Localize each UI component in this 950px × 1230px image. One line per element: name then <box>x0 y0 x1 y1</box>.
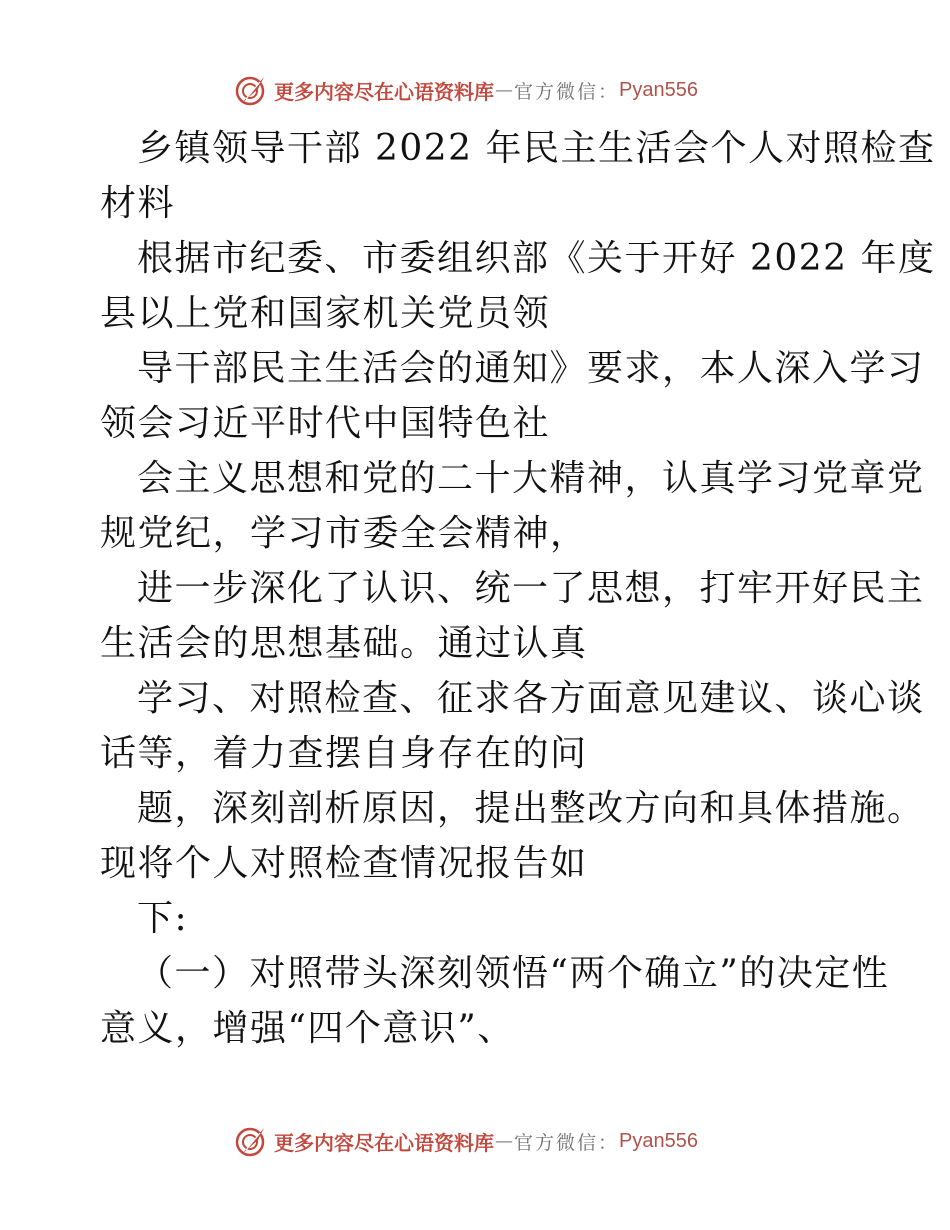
section-heading-line: （一）对照带头深刻领悟“两个确立”的决定性 <box>137 953 890 994</box>
paragraph-line: 根据市纪委、市委组织部《关于开好 2022 年度 <box>137 238 936 279</box>
paragraph-line: 话等，着力查摆自身存在的问 <box>100 733 588 774</box>
document-title-line: 材料 <box>100 183 176 224</box>
footer-watermark <box>234 1121 698 1161</box>
paragraph-line: 下: <box>137 898 189 939</box>
paragraph-line: 规党纪，学习市委全会精神， <box>100 513 588 554</box>
watermark-official-label: 官方微信： <box>514 80 620 103</box>
paragraph-line: 学习、对照检查、征求各方面意见建议、谈心谈 <box>137 678 925 719</box>
watermark-main-text: 更多内容尽在心语资料库 <box>274 79 494 104</box>
watermark-wechat-id: Pyan556 <box>619 78 698 101</box>
paragraph-line: 领会习近平时代中国特色社 <box>100 403 551 444</box>
document-body <box>100 121 936 1056</box>
watermark-dash: — <box>495 1130 513 1152</box>
quill-logo-icon <box>234 73 268 107</box>
watermark-wechat-id: Pyan556 <box>619 1129 698 1152</box>
quill-logo-icon <box>234 1124 268 1158</box>
paragraph-line: 现将个人对照检查情况报告如 <box>100 843 588 884</box>
paragraph-line: 题，深刻剖析原因，提出整改方向和具体措施。 <box>137 788 925 829</box>
paragraph-line: 生活会的思想基础。通过认真 <box>100 623 588 664</box>
watermark-official-label: 官方微信： <box>514 1131 620 1154</box>
document-title-line: 乡镇领导干部 2022 年民主生活会个人对照检查 <box>137 128 936 169</box>
section-heading-line: 意义，增强“四个意识”、 <box>100 1008 515 1049</box>
watermark-main-text: 更多内容尽在心语资料库 <box>274 1130 494 1155</box>
paragraph-line: 会主义思想和党的二十大精神，认真学习党章党 <box>137 458 925 499</box>
paragraph-line: 导干部民主生活会的通知》要求，本人深入学习 <box>137 348 925 389</box>
paragraph-line: 县以上党和国家机关党员领 <box>100 293 551 334</box>
header-watermark <box>234 70 698 110</box>
paragraph-line: 进一步深化了认识、统一了思想，打牢开好民主 <box>137 568 925 609</box>
watermark-dash: — <box>495 79 513 101</box>
